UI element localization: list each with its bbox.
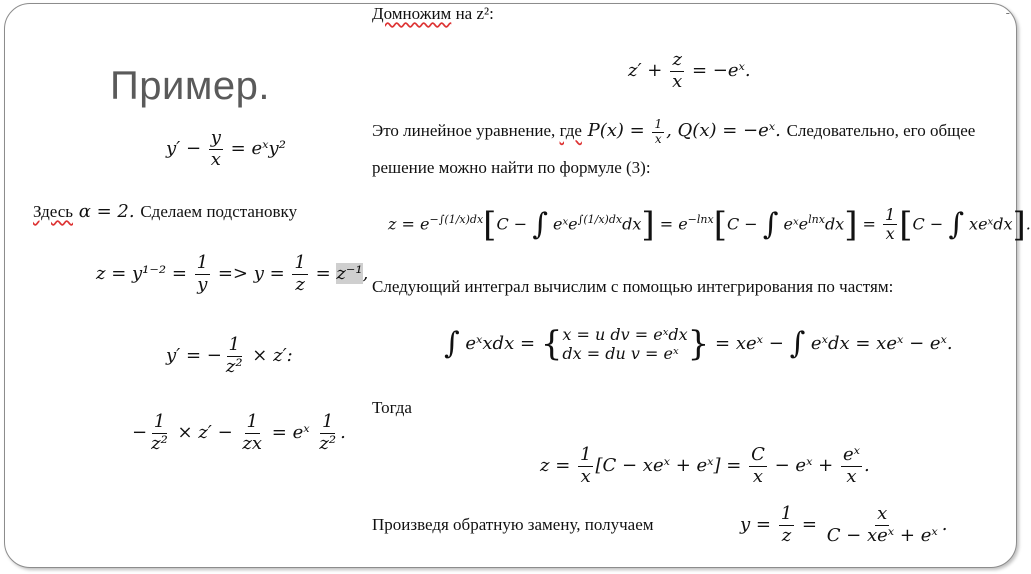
integral-sign: ∫ xyxy=(789,326,806,362)
numerator: 1 xyxy=(228,334,240,355)
para1-text-b: Следовательно, его общее xyxy=(786,121,976,141)
fraction xyxy=(749,445,767,487)
brace: } xyxy=(687,324,710,365)
fraction xyxy=(317,412,338,454)
text-domnozhim: Домножим xyxy=(372,4,452,23)
multiply-line xyxy=(372,4,494,24)
eq-dy-rhs: × z′: xyxy=(246,345,293,367)
fraction xyxy=(883,206,897,244)
numerator: eˣ xyxy=(842,444,861,465)
denominator: C − xeˣ + eˣ xyxy=(826,524,938,546)
alpha-value: α = 2. xyxy=(73,201,141,222)
denominator: x xyxy=(885,224,895,244)
eq-gen-h: dx xyxy=(824,214,845,234)
paragraph-linear xyxy=(372,118,975,147)
fraction xyxy=(841,445,862,487)
fraction xyxy=(825,504,940,546)
numerator: 1 xyxy=(153,411,166,432)
fraction xyxy=(292,253,307,295)
eq-z-lhs: z = y¹⁻² = xyxy=(96,263,193,285)
text-domnozhim-rest: на z²: xyxy=(451,4,494,23)
fraction xyxy=(224,335,245,377)
integral-sign: ∫ xyxy=(532,206,548,242)
para1-px: P(x) = xyxy=(581,120,651,142)
equation-main xyxy=(166,128,286,170)
bracket: [ xyxy=(713,204,727,245)
text-zdes: Здесь xyxy=(33,202,74,221)
minus-sign: − xyxy=(132,422,148,444)
paragraph-integration: Следующий интеграл вычислим с помощью интегрирования по частям: xyxy=(372,277,894,296)
exponent: ∫(1/x)dx xyxy=(577,213,623,227)
eq-y-end: . xyxy=(941,514,948,536)
fraction xyxy=(779,504,794,546)
eq-part-a: eˣxdx = xyxy=(459,333,541,355)
eq-sub-mid: × z′ − xyxy=(171,422,239,444)
integral-sign: ∫ xyxy=(444,326,460,362)
eq-gen-k: xeˣdx xyxy=(963,214,1013,234)
bracket: ] xyxy=(1012,204,1026,245)
denominator: z² xyxy=(151,432,168,454)
numerator: x xyxy=(877,503,888,524)
corner-mark: - xyxy=(1005,6,1010,20)
numerator: 1 xyxy=(321,411,334,432)
system-row-1: x = u dv = eˣdx xyxy=(562,325,688,344)
equation-general-solution xyxy=(388,206,1031,244)
eq-part-c: eˣdx = xeˣ − eˣ. xyxy=(805,333,953,355)
substitution-system xyxy=(562,325,687,363)
para1-gde: где xyxy=(559,121,582,141)
denominator: z² xyxy=(225,355,243,377)
eq-gen-f: C − xyxy=(726,214,763,234)
eq-dy-lhs: y′ = − xyxy=(166,345,222,367)
exponent: lnx xyxy=(808,213,825,227)
numerator: 1 xyxy=(246,411,258,432)
eq-gen-a: z = e xyxy=(388,214,430,234)
denominator: z xyxy=(781,524,792,546)
denominator: x xyxy=(580,465,591,487)
fraction xyxy=(195,253,210,295)
equation-derivative xyxy=(166,335,293,377)
denominator: x xyxy=(654,131,662,146)
fraction xyxy=(240,412,264,454)
exponent: −lnx xyxy=(687,213,714,227)
equation-z-solution xyxy=(540,445,870,487)
eq-main-rhs: = eˣy² xyxy=(224,138,286,160)
eq-gen-b: C − xyxy=(496,214,533,234)
eq-y-eq: = xyxy=(796,514,823,536)
denominator: z² xyxy=(319,432,337,454)
fraction xyxy=(652,118,664,147)
numerator: y xyxy=(210,127,221,148)
eq-z-mid: => y = xyxy=(212,263,291,285)
equation-by-parts xyxy=(444,325,953,363)
eq-gen-d: dx xyxy=(622,214,642,234)
eq-gen-c: eˣe xyxy=(547,214,578,234)
eq-z-eq: = xyxy=(309,263,337,285)
eq-sub-end: . xyxy=(340,422,346,444)
equation-linear xyxy=(628,50,751,92)
eq-gen-i: = xyxy=(857,214,882,234)
denominator: x xyxy=(210,148,221,170)
numerator: z xyxy=(672,49,682,70)
eq-lin-lhs: z′ + xyxy=(628,60,669,82)
eq-z-end: , xyxy=(362,263,369,285)
highlighted-term: z⁻¹ xyxy=(336,263,363,285)
numerator: 1 xyxy=(196,252,209,273)
text-substitution: Сделаем подстановку xyxy=(140,202,298,221)
eq-lin-rhs: = −eˣ. xyxy=(686,60,751,82)
eq-z-c: − eˣ + xyxy=(768,455,839,477)
substitution-line xyxy=(33,201,297,222)
fraction xyxy=(578,445,593,487)
denominator: x xyxy=(846,465,857,487)
eq-z-a: z = xyxy=(540,455,577,477)
numerator: 1 xyxy=(580,444,592,465)
eq-gen-g: eˣe xyxy=(778,214,809,234)
exponent: −∫(1/x)dx xyxy=(429,213,484,227)
eq-gen-end: . xyxy=(1025,214,1031,234)
numerator: C xyxy=(751,444,765,465)
equation-substituted xyxy=(132,412,346,454)
bracket: [ xyxy=(483,204,497,245)
para1-text-a: Это линейное уравнение, xyxy=(372,121,560,141)
para1-q: , Q(x) = −eˣ. xyxy=(666,120,787,142)
equation-y-solution xyxy=(740,504,947,546)
fraction xyxy=(149,412,170,454)
numerator: 1 xyxy=(885,205,896,224)
fraction xyxy=(209,128,223,170)
integral-sign: ∫ xyxy=(948,206,964,242)
eq-part-b: = xeˣ − xyxy=(709,333,790,355)
denominator: z xyxy=(295,273,305,295)
equation-substitution xyxy=(96,253,368,295)
eq-y-a: y = xyxy=(740,514,777,536)
denominator: x xyxy=(672,70,683,92)
paragraph-back-substitution: Произведя обратную замену, получаем xyxy=(372,515,654,534)
paragraph-linear-cont: решение можно найти по формуле (3): xyxy=(372,158,651,177)
eq-gen-e: = e xyxy=(654,214,688,234)
fraction xyxy=(670,50,684,92)
integral-sign: ∫ xyxy=(762,206,779,242)
system-row-2: dx = du v = eˣ xyxy=(562,344,679,364)
eq-main-lhs: y′ − xyxy=(166,138,207,160)
numerator: 1 xyxy=(780,503,793,524)
brace: { xyxy=(540,324,563,365)
bracket: [ xyxy=(899,204,913,245)
numerator: 1 xyxy=(654,117,663,131)
denominator: y xyxy=(197,273,208,295)
bracket: ] xyxy=(844,204,858,245)
denominator: x xyxy=(752,465,764,487)
text-togda: Тогда xyxy=(372,398,412,417)
eq-sub-eq: = eˣ xyxy=(266,422,316,444)
numerator: 1 xyxy=(294,252,306,273)
eq-gen-j: C − xyxy=(912,214,949,234)
eq-z-b: [C − xeˣ + eˣ] = xyxy=(595,455,748,477)
eq-z-end: . xyxy=(864,455,870,477)
bracket: ] xyxy=(641,204,655,245)
slide-title: Пример. xyxy=(110,64,270,108)
denominator: zx xyxy=(242,432,263,454)
